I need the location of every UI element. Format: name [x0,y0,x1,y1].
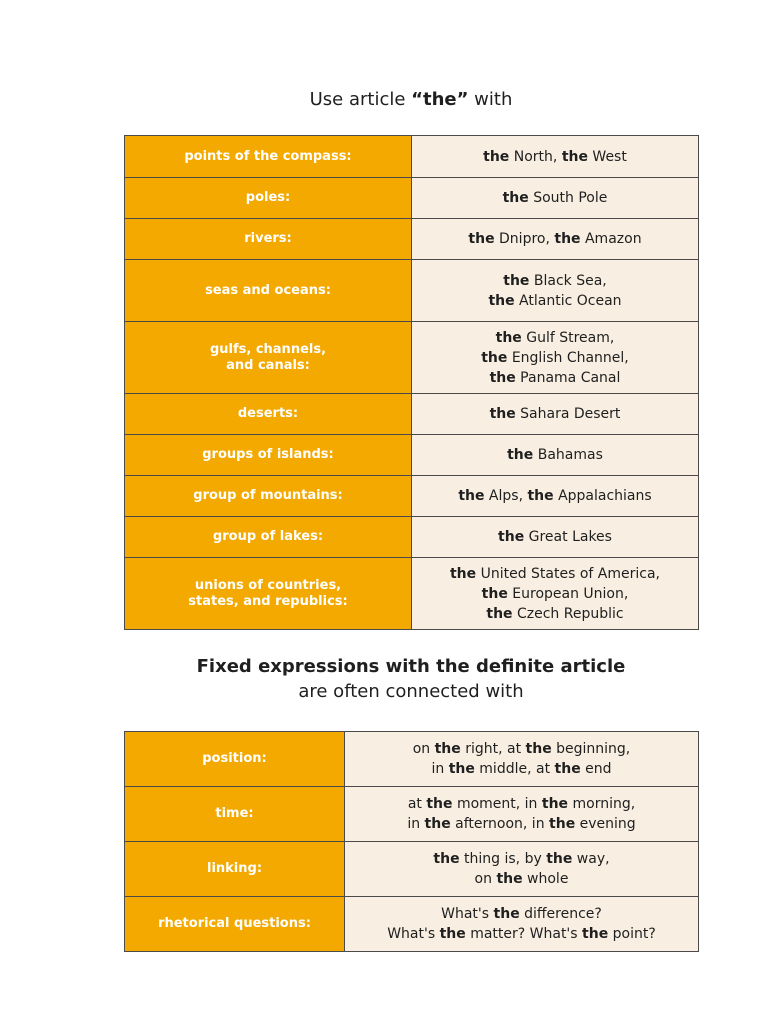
table-row [125,136,699,178]
row-example-value: the Great Lakes [412,517,699,558]
definite-article: the [527,488,554,504]
definite-article: the [582,926,609,942]
definite-article: the [554,231,581,247]
table-row [125,322,699,394]
definite-article: the [434,741,461,757]
row-example-value: the thing is, by the way, on the whole [345,842,699,897]
row-category-label: deserts: [125,394,412,435]
row-category-label: rhetorical questions: [125,897,345,952]
definite-article: the [449,565,477,582]
row-category-label: time: [125,787,345,842]
definite-article: the [496,871,523,887]
fixed-expressions-subtitle: are often connected with [298,681,524,702]
table-row [125,558,699,630]
row-category-label: linking: [125,842,345,897]
section-title-use-article [0,89,768,110]
row-example-value: on the right, at the beginning, in the middle, at the end [345,732,699,787]
definite-article: the [424,816,451,832]
table-row [125,732,699,787]
table-row [125,260,699,322]
definite-article: the [489,406,516,422]
definite-article: the [481,585,508,602]
row-example-value: the North, the West [412,136,699,178]
definite-article: the [483,148,510,165]
definite-article: the [448,761,475,777]
definite-article: the [546,851,573,867]
row-example-value: What's the difference? What's the matter? What's the point? [345,897,699,952]
definite-article: the [493,906,520,922]
definite-article: the [507,447,534,463]
fixed-expressions-title: Fixed expressions with the definite article [196,656,626,677]
row-category-label: groups of islands: [125,435,412,476]
row-example-value: the Black Sea, the Atlantic Ocean [412,260,699,322]
row-category-label: poles: [125,178,412,219]
definite-article: the [495,329,522,346]
row-category-label: unions of countries, states, and republics: [125,558,412,630]
definite-article: the [561,148,588,165]
row-category-label: gulfs, channels, and canals: [125,322,412,394]
definite-article: the [486,605,513,622]
definite-article: the [426,796,453,812]
definite-article: the [458,488,485,504]
definite-article: the [488,292,515,309]
row-example-value: the Sahara Desert [412,394,699,435]
row-example-value: the Gulf Stream, the English Channel, the Panama Canal [412,322,699,394]
table-row [125,394,699,435]
title-post: with [468,89,513,110]
row-example-value: the South Pole [412,178,699,219]
row-example-value: the Alps, the Appalachians [412,476,699,517]
table-row [125,517,699,558]
article-usage-table [124,135,699,630]
table-row [125,476,699,517]
definite-article: the [502,190,529,206]
definite-article: the [549,816,576,832]
definite-article: the [503,272,530,289]
row-category-label: seas and oceans: [125,260,412,322]
definite-article: the [554,761,581,777]
row-category-label: group of mountains: [125,476,412,517]
fixed-expressions-table [124,731,699,952]
table-row [125,842,699,897]
definite-article: the [439,926,466,942]
row-category-label: rivers: [125,219,412,260]
title-bold-the: “the” [411,89,469,110]
row-example-value: the United States of America, the European Union, the Czech Republic [412,558,699,630]
definite-article: the [489,369,516,386]
definite-article: the [541,796,569,812]
definite-article: the [481,349,508,366]
row-example-value: the Bahamas [412,435,699,476]
definite-article: the [468,231,495,247]
definite-article: the [498,529,525,545]
table-row [125,219,699,260]
definite-article: the [525,741,552,757]
row-category-label: points of the compass: [125,136,412,178]
table-row [125,435,699,476]
table-row [125,787,699,842]
table-row [125,178,699,219]
row-category-label: position: [125,732,345,787]
definite-article: the [433,851,460,867]
title-pre: Use article [309,89,412,110]
row-example-value: the Dnipro, the Amazon [412,219,699,260]
row-example-value: at the moment, in the morning, in the afternoon, in the evening [345,787,699,842]
row-category-label: group of lakes: [125,517,412,558]
table-row [125,897,699,952]
